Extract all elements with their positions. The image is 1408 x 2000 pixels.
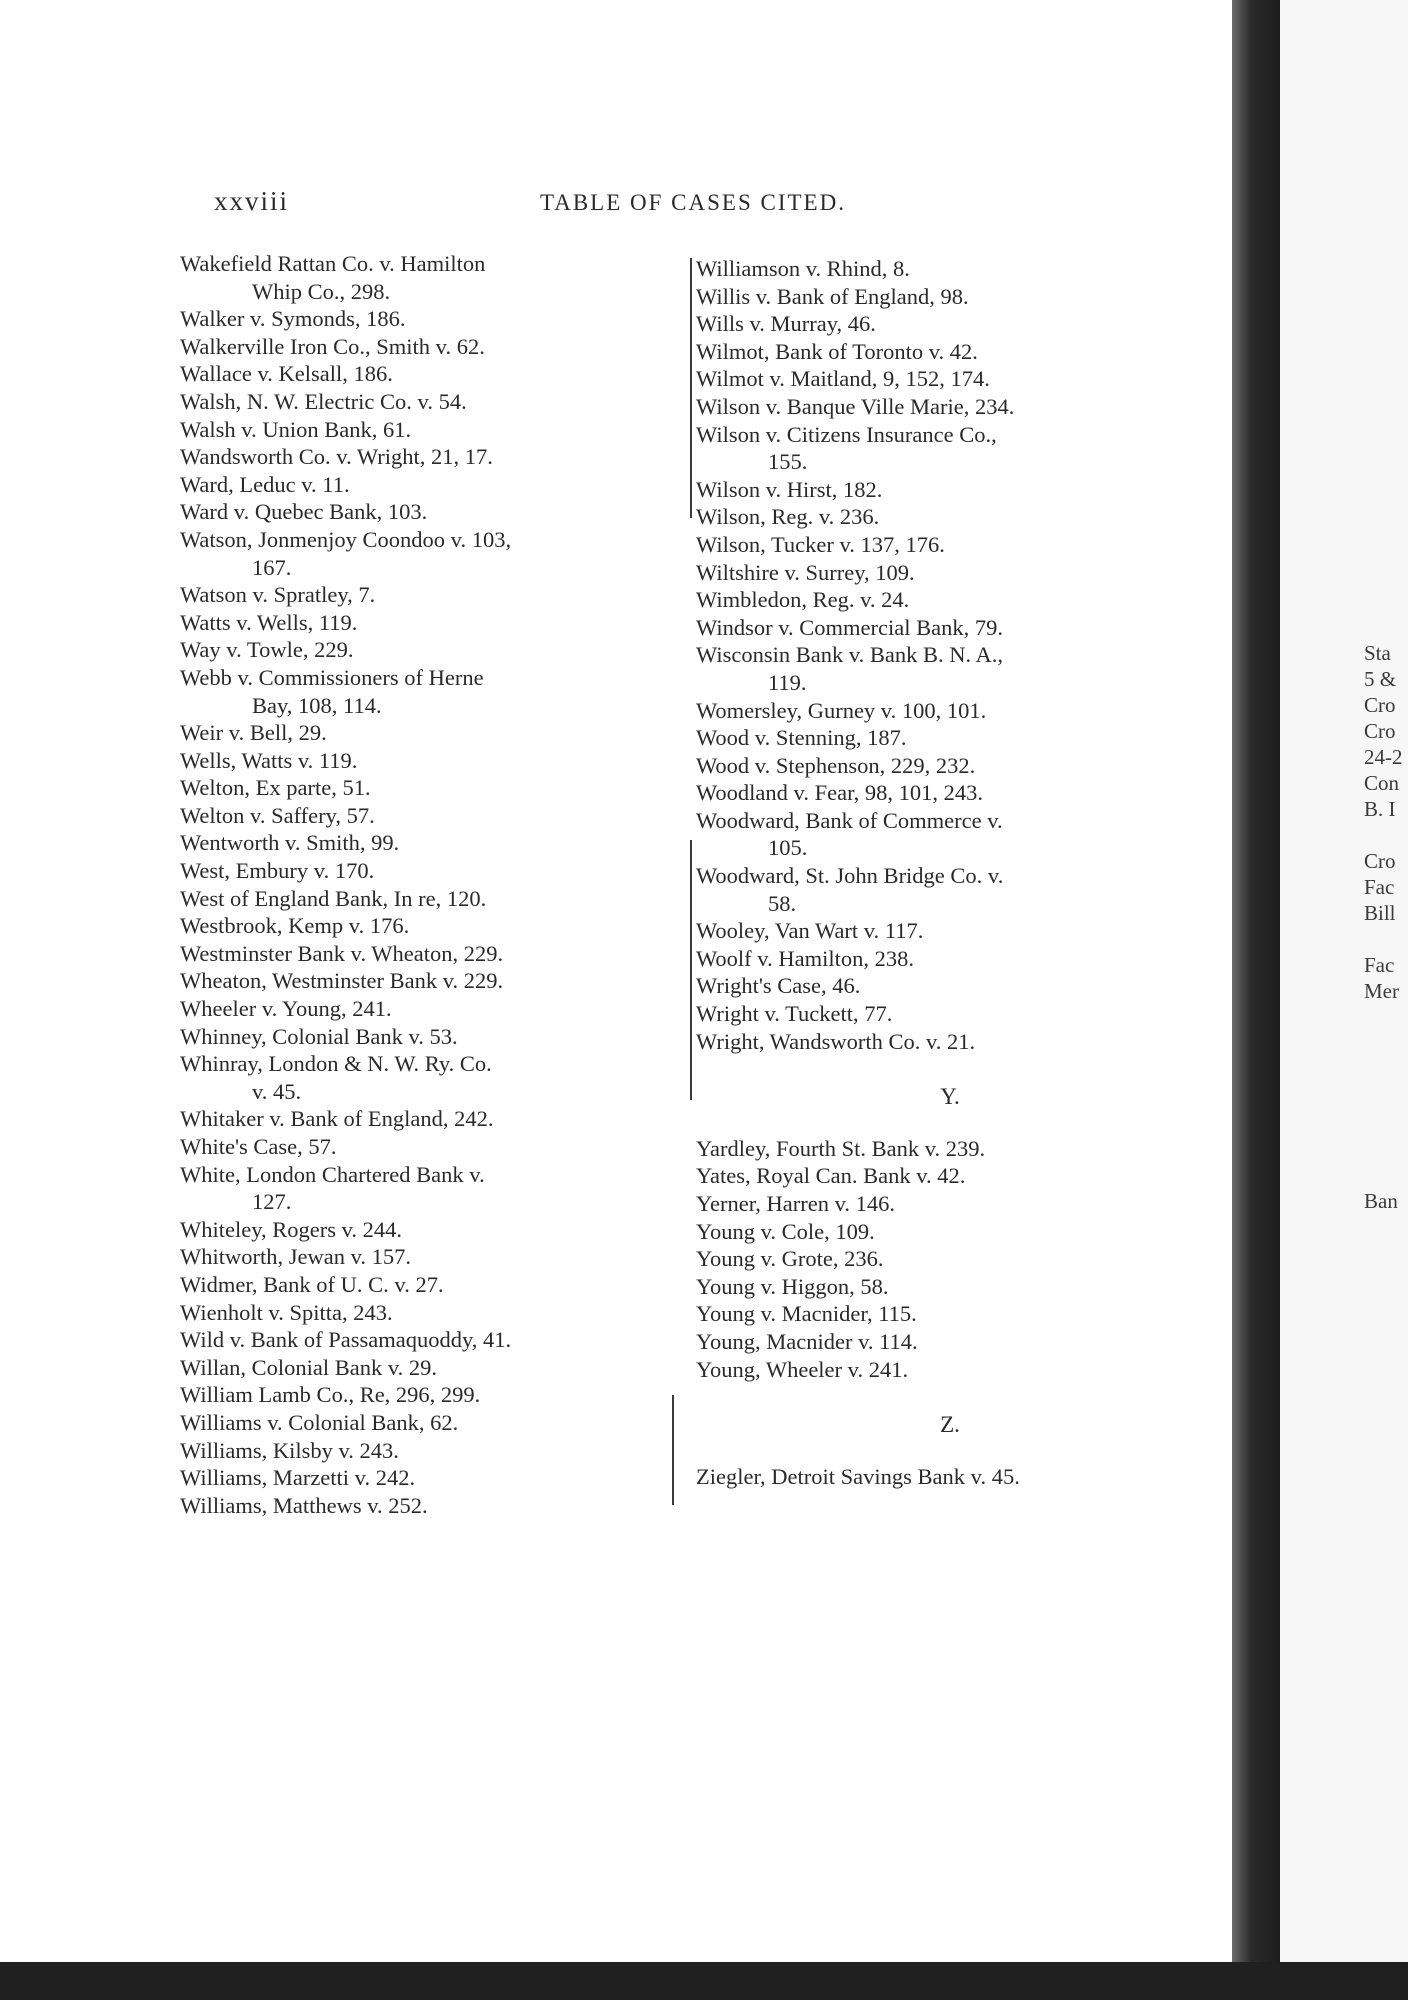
case-entry-text: Williams v. Colonial Bank, 62. bbox=[180, 1409, 459, 1435]
case-entry: Yates, Royal Can. Bank v. 42. bbox=[696, 1163, 966, 1189]
case-entry-text: Wilson, Tucker v. 137, 176. bbox=[696, 531, 945, 557]
case-entry-text: West, Embury v. 170. bbox=[180, 858, 375, 884]
case-entry-text: William Lamb Co., Re, 296, 299. bbox=[180, 1382, 481, 1408]
case-entry-continuation: v. 45. bbox=[252, 1078, 302, 1104]
case-entry bbox=[180, 774, 680, 802]
case-entry bbox=[696, 779, 1204, 807]
case-entry-text: Wheeler v. Young, 241. bbox=[180, 996, 392, 1022]
w-entries-continued bbox=[696, 255, 1204, 1055]
case-entry-text: White, London Chartered Bank v. bbox=[180, 1161, 485, 1187]
case-entry bbox=[696, 1000, 1204, 1028]
case-entry bbox=[180, 1409, 680, 1437]
case-entry bbox=[180, 912, 680, 940]
case-entry-text: Wilmot, Bank of Toronto v. 42. bbox=[696, 338, 978, 364]
case-entry-text: Wood v. Stenning, 187. bbox=[696, 725, 907, 751]
case-entry-text: Wright v. Tuckett, 77. bbox=[696, 1001, 893, 1027]
case-entry bbox=[180, 388, 680, 416]
case-entry-continuation: 58. bbox=[768, 890, 797, 916]
case-entry: Young v. Cole, 109. bbox=[696, 1218, 875, 1244]
case-entry-text: Woodland v. Fear, 98, 101, 243. bbox=[696, 780, 984, 806]
case-entry bbox=[696, 365, 1204, 393]
facing-page-fragment: Fac bbox=[1364, 875, 1395, 899]
case-entry bbox=[180, 471, 680, 499]
facing-page-text-fragments bbox=[1364, 640, 1408, 1004]
case-entry: Yardley, Fourth St. Bank v. 239. bbox=[696, 1135, 986, 1161]
case-entry-text: Wells, Watts v. 119. bbox=[180, 747, 358, 773]
case-entry-continuation: 127. bbox=[252, 1189, 292, 1215]
case-entry bbox=[180, 498, 680, 526]
case-entry bbox=[180, 305, 680, 333]
case-entry-text: Wright, Wandsworth Co. v. 21. bbox=[696, 1028, 976, 1054]
case-entry bbox=[696, 752, 1204, 780]
page-gutter-shadow bbox=[1232, 0, 1280, 1962]
case-entry-text: Wakefield Rattan Co. v. Hamilton bbox=[180, 251, 486, 276]
facing-page-fragment: 5 & bbox=[1364, 667, 1397, 691]
case-entry bbox=[696, 310, 1204, 338]
case-entry bbox=[180, 1464, 680, 1492]
case-entry-text: Wimbledon, Reg. v. 24. bbox=[696, 587, 910, 613]
facing-page-fragment: Ban bbox=[1364, 1189, 1398, 1213]
case-entry bbox=[696, 724, 1204, 752]
facing-page-fragment: Cro bbox=[1364, 849, 1396, 873]
case-entry bbox=[180, 416, 680, 444]
case-entry-text: Williams, Kilsby v. 243. bbox=[180, 1437, 399, 1463]
right-column-list bbox=[696, 255, 1204, 1490]
case-entry-text: Wandsworth Co. v. Wright, 21, 17. bbox=[180, 444, 493, 470]
case-entry-text: Woodward, St. John Bridge Co. v. bbox=[696, 863, 1004, 889]
case-entry-text: Westminster Bank v. Wheaton, 229. bbox=[180, 940, 504, 966]
case-entry bbox=[696, 476, 1204, 504]
case-entry-continuation: 105. bbox=[768, 835, 808, 861]
case-entry bbox=[180, 802, 680, 830]
case-entry-text: Wooley, Van Wart v. 117. bbox=[696, 918, 924, 944]
case-entry-text: Widmer, Bank of U. C. v. 27. bbox=[180, 1271, 444, 1297]
facing-page-text-fragment bbox=[1364, 1188, 1408, 1214]
case-entry-text: Wheaton, Westminster Bank v. 229. bbox=[180, 968, 504, 994]
section-letter-y: Y. bbox=[940, 1084, 960, 1110]
case-entry-text: Wisconsin Bank v. Bank B. N. A., bbox=[696, 642, 1004, 668]
case-entry-text: Woodward, Bank of Commerce v. bbox=[696, 807, 1003, 833]
case-entry bbox=[180, 1050, 680, 1105]
case-entry-text: Wienholt v. Spitta, 243. bbox=[180, 1299, 393, 1325]
facing-page-fragment: Cro bbox=[1364, 719, 1396, 743]
case-entry bbox=[180, 1437, 680, 1465]
case-entry-text: Wiltshire v. Surrey, 109. bbox=[696, 559, 915, 585]
case-entry bbox=[180, 747, 680, 775]
column-rule bbox=[690, 840, 692, 1100]
facing-page-fragment: B. I bbox=[1364, 797, 1396, 821]
case-entry bbox=[696, 862, 1204, 917]
case-entry-continuation: 167. bbox=[252, 554, 292, 580]
case-entry-text: Wentworth v. Smith, 99. bbox=[180, 830, 400, 856]
facing-page-fragment: Sta bbox=[1364, 641, 1391, 665]
case-entry bbox=[696, 531, 1204, 559]
case-entry: Young v. Higgon, 58. bbox=[696, 1273, 889, 1299]
facing-page-fragment: Mer bbox=[1364, 979, 1399, 1003]
case-entry-text: Weir v. Bell, 29. bbox=[180, 720, 327, 746]
case-entry bbox=[180, 636, 680, 664]
case-entry bbox=[180, 250, 680, 305]
case-entry bbox=[696, 421, 1204, 476]
case-entry bbox=[696, 283, 1204, 311]
case-entry: Young v. Macnider, 115. bbox=[696, 1301, 917, 1327]
facing-page-fragment: 24-2 bbox=[1364, 745, 1403, 769]
case-entry bbox=[696, 1028, 1204, 1056]
y-entries bbox=[696, 1135, 1204, 1383]
case-entry bbox=[180, 443, 680, 471]
case-entry-text: Willan, Colonial Bank v. 29. bbox=[180, 1354, 437, 1380]
case-entry bbox=[180, 1492, 680, 1520]
facing-page-fragment: Fac bbox=[1364, 953, 1395, 977]
case-entry bbox=[696, 255, 1204, 283]
z-entries bbox=[696, 1463, 1204, 1491]
case-entry-text: Walsh, N. W. Electric Co. v. 54. bbox=[180, 388, 467, 414]
case-entry-text: Wilson v. Hirst, 182. bbox=[696, 476, 883, 502]
case-entry bbox=[180, 1354, 680, 1382]
case-entry bbox=[180, 1105, 680, 1133]
case-entry bbox=[696, 807, 1204, 862]
case-entry-continuation: 155. bbox=[768, 449, 808, 475]
case-entry: Ziegler, Detroit Savings Bank v. 45. bbox=[696, 1463, 1020, 1489]
left-column-list bbox=[180, 250, 680, 1519]
case-entry-text: Watson, Jonmenjoy Coondoo v. 103, bbox=[180, 526, 512, 552]
case-entry bbox=[180, 885, 680, 913]
case-entry bbox=[696, 559, 1204, 587]
case-entry-text: Walker v. Symonds, 186. bbox=[180, 306, 406, 332]
case-entry-text: Webb v. Commissioners of Herne bbox=[180, 664, 484, 690]
case-entry-text: Williams, Matthews v. 252. bbox=[180, 1492, 428, 1518]
column-rule bbox=[690, 258, 692, 518]
case-entry-text: Ward v. Quebec Bank, 103. bbox=[180, 499, 428, 525]
case-entry-text: Wood v. Stephenson, 229, 232. bbox=[696, 752, 976, 778]
case-entry-continuation: Whip Co., 298. bbox=[252, 278, 391, 304]
case-entry bbox=[696, 338, 1204, 366]
case-entry bbox=[696, 972, 1204, 1000]
case-entry bbox=[180, 1216, 680, 1244]
facing-page-fragment: Bill bbox=[1364, 901, 1396, 925]
case-entry bbox=[696, 697, 1204, 725]
case-entry-text: White's Case, 57. bbox=[180, 1134, 337, 1159]
case-entry bbox=[696, 917, 1204, 945]
case-entry-text: Wills v. Murray, 46. bbox=[696, 311, 876, 337]
case-entry-text: Willis v. Bank of England, 98. bbox=[696, 283, 969, 309]
case-entry bbox=[180, 1161, 680, 1216]
case-entry-text: Whinney, Colonial Bank v. 53. bbox=[180, 1023, 458, 1049]
facing-page-fragment: Cro bbox=[1364, 693, 1396, 717]
case-entry-text: Wilson, Reg. v. 236. bbox=[696, 504, 880, 530]
case-entry bbox=[180, 1326, 680, 1354]
case-entry bbox=[696, 393, 1204, 421]
case-entry: Young, Wheeler v. 241. bbox=[696, 1356, 909, 1382]
case-entry-text: Welton, Ex parte, 51. bbox=[180, 775, 371, 801]
case-entry bbox=[180, 1023, 680, 1051]
case-entry-text: Whitworth, Jewan v. 157. bbox=[180, 1244, 411, 1270]
case-entry bbox=[180, 1381, 680, 1409]
case-entry-text: Windsor v. Commercial Bank, 79. bbox=[696, 614, 1003, 640]
page-number: xxviii bbox=[214, 186, 290, 216]
case-entry-text: Wilmot v. Maitland, 9, 152, 174. bbox=[696, 366, 990, 392]
case-entry-text: Ward, Leduc v. 11. bbox=[180, 471, 350, 497]
case-entry-continuation: 119. bbox=[768, 669, 807, 695]
facing-page-fragment bbox=[1364, 926, 1408, 952]
case-entry bbox=[180, 1299, 680, 1327]
case-entry-text: Walkerville Iron Co., Smith v. 62. bbox=[180, 333, 485, 359]
case-entry bbox=[180, 719, 680, 747]
running-title: TABLE OF CASES CITED. bbox=[540, 190, 846, 215]
case-entry bbox=[180, 829, 680, 857]
case-entry bbox=[180, 526, 680, 581]
case-entry bbox=[180, 360, 680, 388]
case-entry bbox=[180, 1243, 680, 1271]
case-entry bbox=[180, 940, 680, 968]
case-entry bbox=[180, 333, 680, 361]
case-entry-text: Westbrook, Kemp v. 176. bbox=[180, 913, 410, 939]
case-entry-text: Way v. Towle, 229. bbox=[180, 637, 354, 663]
case-entry-text: Whitaker v. Bank of England, 242. bbox=[180, 1106, 494, 1132]
case-entry-text: Whiteley, Rogers v. 244. bbox=[180, 1216, 403, 1242]
case-entry-text: Williamson v. Rhind, 8. bbox=[696, 256, 910, 281]
facing-page-fragment bbox=[1364, 822, 1408, 848]
case-entry bbox=[696, 586, 1204, 614]
case-entry-text: Whinray, London & N. W. Ry. Co. bbox=[180, 1051, 492, 1077]
section-letter-z: Z. bbox=[940, 1412, 960, 1438]
case-entry bbox=[180, 609, 680, 637]
case-entry bbox=[696, 614, 1204, 642]
case-entry-text: Wallace v. Kelsall, 186. bbox=[180, 361, 393, 387]
case-entry-text: Wilson v. Citizens Insurance Co., bbox=[696, 421, 997, 447]
case-entry: Young, Macnider v. 114. bbox=[696, 1328, 918, 1354]
case-entry-text: Womersley, Gurney v. 100, 101. bbox=[696, 697, 987, 723]
case-entry: Young v. Grote, 236. bbox=[696, 1246, 884, 1272]
scan-bottom-edge bbox=[0, 1962, 1408, 2000]
case-entry bbox=[180, 967, 680, 995]
case-entry-text: Walsh v. Union Bank, 61. bbox=[180, 416, 412, 442]
case-entry: Yerner, Harren v. 146. bbox=[696, 1191, 896, 1216]
facing-page-fragment: Con bbox=[1364, 771, 1400, 795]
case-entry bbox=[180, 857, 680, 885]
case-entry-text: West of England Bank, In re, 120. bbox=[180, 885, 487, 911]
case-entry bbox=[696, 641, 1204, 696]
case-entry-text: Welton v. Saffery, 57. bbox=[180, 802, 375, 828]
case-entry-text: Wright's Case, 46. bbox=[696, 973, 861, 999]
case-entry bbox=[180, 995, 680, 1023]
case-entry-text: Woolf v. Hamilton, 238. bbox=[696, 945, 914, 971]
case-entry bbox=[180, 1133, 680, 1161]
case-entry bbox=[696, 503, 1204, 531]
case-entry-text: Watson v. Spratley, 7. bbox=[180, 582, 376, 608]
case-entry bbox=[180, 664, 680, 719]
case-entry-text: Wild v. Bank of Passamaquoddy, 41. bbox=[180, 1327, 512, 1353]
case-entry bbox=[180, 581, 680, 609]
case-entry bbox=[696, 945, 1204, 973]
case-entry-text: Williams, Marzetti v. 242. bbox=[180, 1465, 416, 1491]
case-entry-text: Wilson v. Banque Ville Marie, 234. bbox=[696, 393, 1015, 419]
case-entry bbox=[180, 1271, 680, 1299]
case-entry-text: Watts v. Wells, 119. bbox=[180, 609, 358, 635]
case-entry-continuation: Bay, 108, 114. bbox=[252, 692, 382, 718]
